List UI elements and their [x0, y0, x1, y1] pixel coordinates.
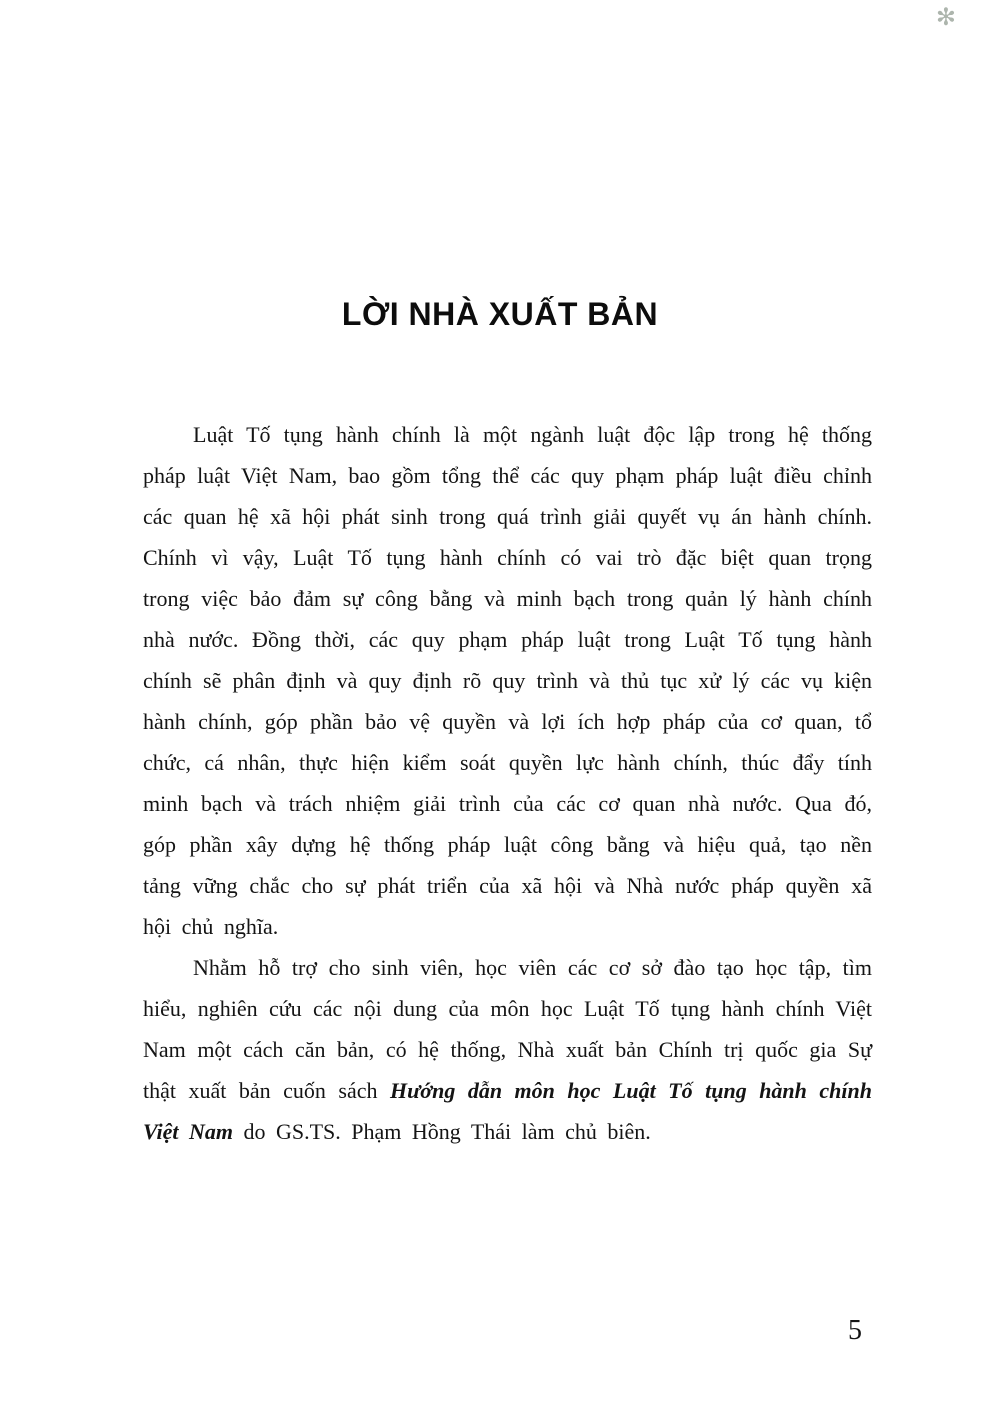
paragraph-2-tail: do GS.TS. Phạm Hồng Thái làm chủ biên. [232, 1119, 651, 1144]
page-number: 5 [848, 1315, 862, 1346]
page-title: LỜI NHÀ XUẤT BẢN [341, 296, 659, 332]
paragraph-2-lead: Nhằm hỗ trợ cho sinh viên, học viên các cơ sở đào tạo học tập, tìm hiểu, nghiên cứu các nội dung của môn học Luật Tố tụng hành chính Việt Nam một cách căn bản, có hệ thống, Nhà xuất bản Chính trị quốc gia Sự thật xuất bản cuốn sách [143, 955, 872, 1103]
book-title-emphasis: Hướng dẫn môn học Luật Tố tụng hành chính Việt Nam [143, 1078, 872, 1144]
paragraph-2 [143, 947, 872, 1152]
body-text [143, 414, 872, 1152]
flower-icon: ✻ [935, 5, 956, 31]
paragraph-1: Luật Tố tụng hành chính là một ngành luật độc lập trong hệ thống pháp luật Việt Nam, bao gồm tổng thể các quy phạm pháp luật điều chỉnh các quan hệ xã hội phát sinh trong quá trình giải quyết vụ án hành chính. Chính vì vậy, Luật Tố tụng hành chính có vai trò đặc biệt quan trọng trong việc bảo đảm sự công bằng và minh bạch trong quản lý hành chính nhà nước. Đồng thời, các quy phạm pháp luật trong Luật Tố tụng hành chính sẽ phân định và quy định rõ quy trình và thủ tục xử lý các vụ kiện hành chính, góp phần bảo vệ quyền và lợi ích hợp pháp của cơ quan, tổ chức, cá nhân, thực hiện kiểm soát quyền lực hành chính, thúc đẩy tính minh bạch và trách nhiệm giải trình của các cơ quan nhà nước. Qua đó, góp phần xây dựng hệ thống pháp luật công bằng và hiệu quả, tạo nền tảng vững chắc cho sự phát triển của xã hội và Nhà nước pháp quyền xã hội chủ nghĩa. [143, 422, 872, 939]
